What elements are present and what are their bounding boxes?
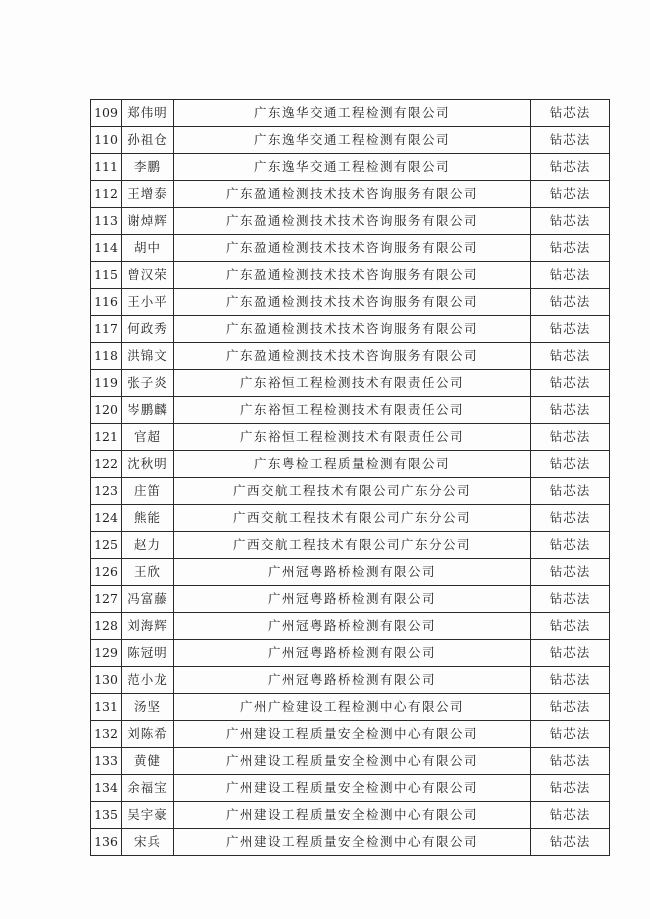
row-number-cell: 128 bbox=[91, 613, 122, 640]
row-number-cell: 133 bbox=[91, 748, 122, 775]
row-number-cell: 123 bbox=[91, 478, 122, 505]
person-name-cell: 王增泰 bbox=[122, 181, 174, 208]
company-name-cell: 广东逸华交通工程检测有限公司 bbox=[174, 127, 531, 154]
company-name-cell: 广东裕恒工程检测技术有限责任公司 bbox=[174, 370, 531, 397]
person-name-cell: 汤坚 bbox=[122, 694, 174, 721]
row-number-cell: 117 bbox=[91, 316, 122, 343]
table-row bbox=[91, 424, 610, 451]
company-name-cell: 广东裕恒工程检测技术有限责任公司 bbox=[174, 397, 531, 424]
company-name-cell: 广西交航工程技术有限公司广东分公司 bbox=[174, 505, 531, 532]
person-name-cell: 吴宇豪 bbox=[122, 802, 174, 829]
table-row bbox=[91, 748, 610, 775]
row-number-cell: 114 bbox=[91, 235, 122, 262]
table-row bbox=[91, 829, 610, 856]
row-number-cell: 115 bbox=[91, 262, 122, 289]
person-name-cell: 谢焯辉 bbox=[122, 208, 174, 235]
row-number-cell: 132 bbox=[91, 721, 122, 748]
person-name-cell: 胡中 bbox=[122, 235, 174, 262]
table-row bbox=[91, 343, 610, 370]
company-name-cell: 广州建设工程质量安全检测中心有限公司 bbox=[174, 721, 531, 748]
table-row bbox=[91, 127, 610, 154]
test-method-cell: 钻芯法 bbox=[531, 478, 610, 505]
row-number-cell: 110 bbox=[91, 127, 122, 154]
company-name-cell: 广州建设工程质量安全检测中心有限公司 bbox=[174, 802, 531, 829]
company-name-cell: 广东盈通检测技术技术咨询服务有限公司 bbox=[174, 181, 531, 208]
person-name-cell: 郑伟明 bbox=[122, 100, 174, 127]
test-method-cell: 钻芯法 bbox=[531, 694, 610, 721]
test-method-cell: 钻芯法 bbox=[531, 829, 610, 856]
person-name-cell: 官超 bbox=[122, 424, 174, 451]
test-method-cell: 钻芯法 bbox=[531, 100, 610, 127]
row-number-cell: 111 bbox=[91, 154, 122, 181]
row-number-cell: 125 bbox=[91, 532, 122, 559]
personnel-table bbox=[90, 99, 610, 856]
person-name-cell: 刘海辉 bbox=[122, 613, 174, 640]
person-name-cell: 王欣 bbox=[122, 559, 174, 586]
table-row bbox=[91, 181, 610, 208]
table-row bbox=[91, 100, 610, 127]
table-row bbox=[91, 262, 610, 289]
person-name-cell: 李鹏 bbox=[122, 154, 174, 181]
row-number-cell: 130 bbox=[91, 667, 122, 694]
row-number-cell: 134 bbox=[91, 775, 122, 802]
company-name-cell: 广州冠粤路桥检测有限公司 bbox=[174, 640, 531, 667]
person-name-cell: 张子炎 bbox=[122, 370, 174, 397]
row-number-cell: 109 bbox=[91, 100, 122, 127]
table-row bbox=[91, 397, 610, 424]
person-name-cell: 孙祖仓 bbox=[122, 127, 174, 154]
test-method-cell: 钻芯法 bbox=[531, 451, 610, 478]
test-method-cell: 钻芯法 bbox=[531, 208, 610, 235]
row-number-cell: 121 bbox=[91, 424, 122, 451]
table-row bbox=[91, 721, 610, 748]
test-method-cell: 钻芯法 bbox=[531, 559, 610, 586]
person-name-cell: 冯富藤 bbox=[122, 586, 174, 613]
row-number-cell: 112 bbox=[91, 181, 122, 208]
company-name-cell: 广东逸华交通工程检测有限公司 bbox=[174, 154, 531, 181]
person-name-cell: 刘陈希 bbox=[122, 721, 174, 748]
person-name-cell: 赵力 bbox=[122, 532, 174, 559]
test-method-cell: 钻芯法 bbox=[531, 127, 610, 154]
test-method-cell: 钻芯法 bbox=[531, 532, 610, 559]
test-method-cell: 钻芯法 bbox=[531, 505, 610, 532]
company-name-cell: 广东粤检工程质量检测有限公司 bbox=[174, 451, 531, 478]
test-method-cell: 钻芯法 bbox=[531, 721, 610, 748]
test-method-cell: 钻芯法 bbox=[531, 640, 610, 667]
table-row bbox=[91, 694, 610, 721]
table-row bbox=[91, 505, 610, 532]
table-row bbox=[91, 316, 610, 343]
test-method-cell: 钻芯法 bbox=[531, 154, 610, 181]
company-name-cell: 广东裕恒工程检测技术有限责任公司 bbox=[174, 424, 531, 451]
person-name-cell: 陈冠明 bbox=[122, 640, 174, 667]
person-name-cell: 何政秀 bbox=[122, 316, 174, 343]
table-row bbox=[91, 478, 610, 505]
row-number-cell: 113 bbox=[91, 208, 122, 235]
test-method-cell: 钻芯法 bbox=[531, 370, 610, 397]
person-name-cell: 曾汉荣 bbox=[122, 262, 174, 289]
company-name-cell: 广州冠粤路桥检测有限公司 bbox=[174, 586, 531, 613]
person-name-cell: 余福宝 bbox=[122, 775, 174, 802]
row-number-cell: 127 bbox=[91, 586, 122, 613]
row-number-cell: 118 bbox=[91, 343, 122, 370]
table-row bbox=[91, 640, 610, 667]
row-number-cell: 120 bbox=[91, 397, 122, 424]
row-number-cell: 122 bbox=[91, 451, 122, 478]
test-method-cell: 钻芯法 bbox=[531, 613, 610, 640]
test-method-cell: 钻芯法 bbox=[531, 235, 610, 262]
table-row bbox=[91, 775, 610, 802]
person-name-cell: 王小平 bbox=[122, 289, 174, 316]
company-name-cell: 广东盈通检测技术技术咨询服务有限公司 bbox=[174, 343, 531, 370]
company-name-cell: 广州建设工程质量安全检测中心有限公司 bbox=[174, 748, 531, 775]
test-method-cell: 钻芯法 bbox=[531, 181, 610, 208]
test-method-cell: 钻芯法 bbox=[531, 316, 610, 343]
row-number-cell: 116 bbox=[91, 289, 122, 316]
test-method-cell: 钻芯法 bbox=[531, 667, 610, 694]
person-name-cell: 宋兵 bbox=[122, 829, 174, 856]
test-method-cell: 钻芯法 bbox=[531, 802, 610, 829]
person-name-cell: 范小龙 bbox=[122, 667, 174, 694]
row-number-cell: 136 bbox=[91, 829, 122, 856]
person-name-cell: 岑鹏麟 bbox=[122, 397, 174, 424]
company-name-cell: 广西交航工程技术有限公司广东分公司 bbox=[174, 532, 531, 559]
test-method-cell: 钻芯法 bbox=[531, 262, 610, 289]
table-row bbox=[91, 559, 610, 586]
personnel-table-body bbox=[91, 100, 610, 856]
test-method-cell: 钻芯法 bbox=[531, 775, 610, 802]
company-name-cell: 广东盈通检测技术技术咨询服务有限公司 bbox=[174, 235, 531, 262]
table-row bbox=[91, 154, 610, 181]
row-number-cell: 126 bbox=[91, 559, 122, 586]
row-number-cell: 129 bbox=[91, 640, 122, 667]
table-row bbox=[91, 451, 610, 478]
row-number-cell: 135 bbox=[91, 802, 122, 829]
company-name-cell: 广州广检建设工程检测中心有限公司 bbox=[174, 694, 531, 721]
table-row bbox=[91, 802, 610, 829]
table-row bbox=[91, 667, 610, 694]
table-row bbox=[91, 289, 610, 316]
person-name-cell: 沈秋明 bbox=[122, 451, 174, 478]
row-number-cell: 131 bbox=[91, 694, 122, 721]
table-row bbox=[91, 586, 610, 613]
company-name-cell: 广东盈通检测技术技术咨询服务有限公司 bbox=[174, 289, 531, 316]
company-name-cell: 广州冠粤路桥检测有限公司 bbox=[174, 613, 531, 640]
company-name-cell: 广东盈通检测技术技术咨询服务有限公司 bbox=[174, 262, 531, 289]
person-name-cell: 熊能 bbox=[122, 505, 174, 532]
test-method-cell: 钻芯法 bbox=[531, 748, 610, 775]
test-method-cell: 钻芯法 bbox=[531, 289, 610, 316]
row-number-cell: 124 bbox=[91, 505, 122, 532]
company-name-cell: 广州冠粤路桥检测有限公司 bbox=[174, 559, 531, 586]
test-method-cell: 钻芯法 bbox=[531, 343, 610, 370]
table-row bbox=[91, 208, 610, 235]
company-name-cell: 广州冠粤路桥检测有限公司 bbox=[174, 667, 531, 694]
test-method-cell: 钻芯法 bbox=[531, 424, 610, 451]
company-name-cell: 广东盈通检测技术技术咨询服务有限公司 bbox=[174, 316, 531, 343]
person-name-cell: 洪锦文 bbox=[122, 343, 174, 370]
table-row bbox=[91, 532, 610, 559]
person-name-cell: 黄健 bbox=[122, 748, 174, 775]
company-name-cell: 广州建设工程质量安全检测中心有限公司 bbox=[174, 829, 531, 856]
row-number-cell: 119 bbox=[91, 370, 122, 397]
company-name-cell: 广东盈通检测技术技术咨询服务有限公司 bbox=[174, 208, 531, 235]
test-method-cell: 钻芯法 bbox=[531, 397, 610, 424]
company-name-cell: 广西交航工程技术有限公司广东分公司 bbox=[174, 478, 531, 505]
test-method-cell: 钻芯法 bbox=[531, 586, 610, 613]
person-name-cell: 庄笛 bbox=[122, 478, 174, 505]
table-row bbox=[91, 235, 610, 262]
company-name-cell: 广东逸华交通工程检测有限公司 bbox=[174, 100, 531, 127]
table-row bbox=[91, 370, 610, 397]
table-row bbox=[91, 613, 610, 640]
company-name-cell: 广州建设工程质量安全检测中心有限公司 bbox=[174, 775, 531, 802]
